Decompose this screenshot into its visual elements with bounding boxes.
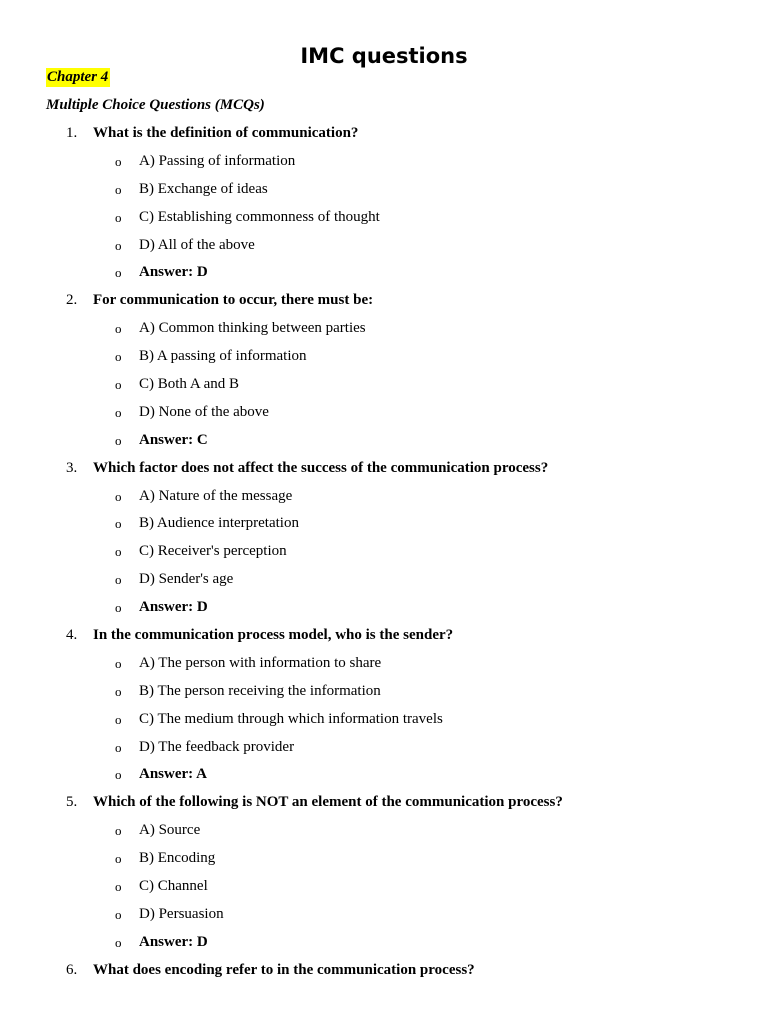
question-number: 1.: [66, 125, 78, 141]
question-text: For communication to occur, there must be:: [93, 292, 374, 309]
list-bullet-icon: o: [115, 237, 122, 253]
list-bullet-icon: o: [115, 209, 122, 225]
list-bullet-icon: o: [115, 600, 122, 616]
list-bullet-icon: o: [115, 851, 122, 867]
option-item: [0, 817, 768, 845]
list-bullet-icon: o: [115, 377, 122, 393]
option-item: [0, 845, 768, 873]
question-item: [0, 120, 768, 148]
question-number: 6.: [66, 961, 78, 978]
question-text: What does encoding refer to in the communication process?: [93, 961, 475, 978]
option-item: [0, 399, 768, 427]
list-bullet-icon: o: [115, 265, 122, 281]
question-item: [0, 287, 768, 315]
list-bullet-icon: o: [115, 683, 122, 699]
list-bullet-icon: o: [115, 349, 122, 365]
list-bullet-icon: o: [115, 906, 122, 922]
question-item: [0, 957, 768, 985]
option-item: [0, 538, 768, 566]
option-item: [0, 232, 768, 260]
question-text: Which factor does not affect the success of the communication process?: [93, 459, 549, 476]
section-heading: Multiple Choice Questions (MCQs): [46, 97, 265, 113]
list-bullet-icon: o: [115, 655, 122, 671]
list-bullet-icon: o: [115, 321, 122, 337]
option-item: [0, 566, 768, 594]
list-bullet-icon: o: [115, 739, 122, 755]
option-text: C) Channel: [139, 878, 208, 895]
option-item: [0, 343, 768, 371]
option-text: B) Encoding: [139, 850, 216, 867]
option-text: A) Source: [139, 822, 201, 839]
option-item: [0, 901, 768, 929]
option-text: D) Persuasion: [139, 905, 224, 922]
question-item: [0, 789, 768, 817]
option-text: B) The person receiving the information: [139, 682, 381, 699]
question-number: 5.: [66, 794, 78, 811]
question-number: 4.: [66, 627, 78, 644]
option-text: D) The feedback provider: [139, 738, 295, 755]
option-text: D) None of the above: [139, 403, 269, 420]
list-bullet-icon: o: [115, 879, 122, 895]
list-bullet-icon: o: [115, 181, 122, 197]
option-text: D) Sender's age: [139, 571, 234, 588]
list-bullet-icon: o: [115, 544, 122, 560]
list-bullet-icon: o: [115, 488, 122, 504]
question-number: 3.: [66, 459, 78, 476]
option-text: A) Nature of the message: [139, 487, 293, 504]
question-item: [0, 455, 768, 483]
question-text: What is the definition of communication?: [93, 125, 359, 141]
option-text: C) Establishing commonness of thought: [139, 208, 380, 225]
document-title: IMC questions: [300, 44, 468, 68]
option-item: [0, 734, 768, 762]
question-text: In the communication process model, who is the sender?: [93, 627, 454, 644]
question-item: [0, 622, 768, 650]
option-item: [0, 510, 768, 538]
list-bullet-icon: o: [115, 711, 122, 727]
option-text: D) All of the above: [139, 236, 255, 253]
question-list: [0, 120, 768, 985]
question-text: Which of the following is NOT an element of the communication process?: [93, 794, 563, 811]
option-item: [0, 148, 768, 176]
option-text: B) Exchange of ideas: [139, 180, 268, 197]
option-item: [0, 371, 768, 399]
list-bullet-icon: o: [115, 404, 122, 420]
list-bullet-icon: o: [115, 432, 122, 448]
answer-item: [0, 929, 768, 957]
option-item: [0, 650, 768, 678]
list-bullet-icon: o: [115, 516, 122, 532]
option-text: C) The medium through which information travels: [139, 710, 443, 727]
answer-text: Answer: D: [139, 264, 208, 281]
list-bullet-icon: o: [115, 153, 122, 169]
option-text: B) Audience interpretation: [139, 515, 299, 532]
list-bullet-icon: o: [115, 823, 122, 839]
answer-text: Answer: D: [139, 599, 208, 616]
answer-item: [0, 259, 768, 287]
answer-item: [0, 594, 768, 622]
option-text: C) Both A and B: [139, 376, 240, 393]
question-number: 2.: [66, 292, 78, 309]
list-bullet-icon: o: [115, 572, 122, 588]
option-text: B) A passing of information: [139, 348, 307, 365]
option-item: [0, 873, 768, 901]
answer-text: Answer: A: [139, 766, 207, 783]
option-item: [0, 204, 768, 232]
answer-item: [0, 761, 768, 789]
answer-text: Answer: D: [139, 933, 208, 950]
option-text: A) Passing of information: [139, 152, 296, 169]
option-text: C) Receiver's perception: [139, 543, 287, 560]
answer-item: [0, 427, 768, 455]
option-text: A) The person with information to share: [139, 654, 382, 671]
option-item: [0, 315, 768, 343]
answer-text: Answer: C: [139, 431, 208, 448]
option-item: [0, 176, 768, 204]
option-item: [0, 678, 768, 706]
chapter-heading: Chapter 4: [47, 69, 109, 85]
list-bullet-icon: o: [115, 934, 122, 950]
option-item: [0, 706, 768, 734]
option-text: A) Common thinking between parties: [139, 320, 366, 337]
option-item: [0, 483, 768, 511]
list-bullet-icon: o: [115, 767, 122, 783]
